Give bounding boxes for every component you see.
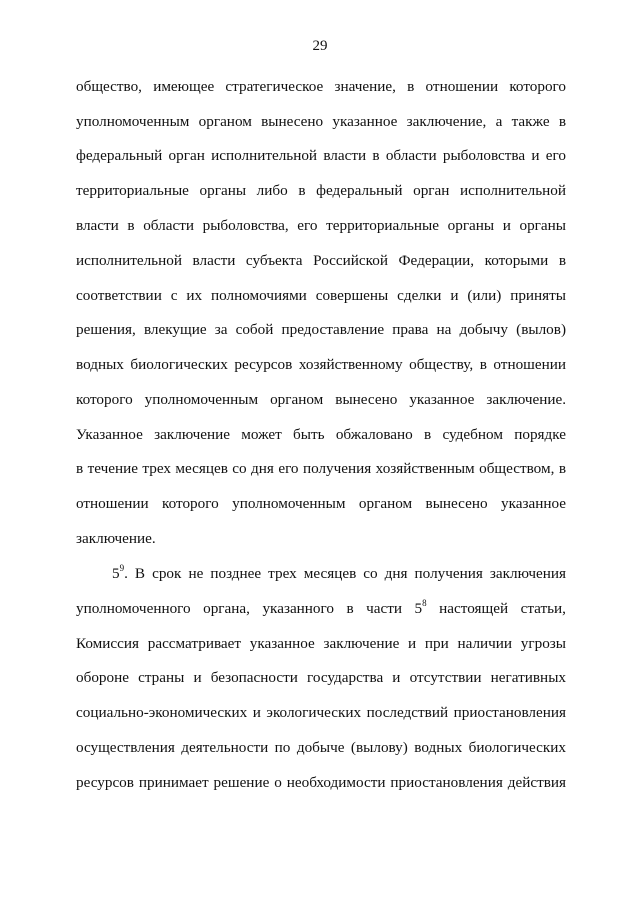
text-line: в течение трех месяцев со дня его получения хозяйственным обществом, в — [76, 460, 566, 477]
text-line: исполнительной власти субъекта Российской Федерации, которыми в — [76, 252, 566, 269]
reference-superscript: 8 — [422, 598, 427, 608]
text-segment: настоящей статьи, — [426, 600, 566, 617]
text-segment: . В срок не позднее трех месяцев со дня получения заключения — [124, 565, 566, 582]
text-line: отношении которого уполномоченным органом вынесено указанное — [76, 495, 566, 512]
text-line: Комиссия рассматривает указанное заключение и при наличии угрозы — [76, 635, 566, 652]
text-line: власти в области рыболовства, его территориальные органы и органы — [76, 217, 566, 234]
text-segment: уполномоченного органа, указанного в части 5 — [76, 600, 423, 617]
text-line: водных биологических ресурсов хозяйственному обществу, в отношении — [76, 356, 566, 373]
clause-number: 5 — [112, 565, 120, 582]
text-line: обороне страны и безопасности государства и отсутствии негативных — [76, 669, 566, 686]
text-line: социально-экономических и экологических последствий приостановления — [76, 704, 566, 721]
text-line: территориальные органы либо в федеральный орган исполнительной — [76, 182, 566, 199]
text-line: уполномоченным органом вынесено указанное заключение, а также в — [76, 113, 566, 130]
text-line: соответствии с их полномочиями совершены сделки и (или) приняты — [76, 287, 566, 304]
text-line: заключение. — [76, 530, 156, 547]
text-line — [76, 599, 566, 619]
text-line: Указанное заключение может быть обжаловано в судебном порядке — [76, 426, 566, 443]
text-line: осуществления деятельности по добыче (вылову) водных биологических — [76, 739, 566, 756]
text-line — [112, 564, 566, 584]
text-line: которого уполномоченным органом вынесено указанное заключение. — [76, 391, 566, 408]
clause-number-superscript: 9 — [119, 563, 125, 573]
page-number: 29 — [312, 38, 328, 54]
text-line: ресурсов принимает решение о необходимости приостановления действия — [76, 774, 566, 791]
text-line: общество, имеющее стратегическое значение, в отношении которого — [76, 78, 566, 95]
text-line: решения, влекущие за собой предоставление права на добычу (вылов) — [76, 321, 566, 338]
text-line: федеральный орган исполнительной власти в области рыболовства и его — [76, 147, 566, 164]
